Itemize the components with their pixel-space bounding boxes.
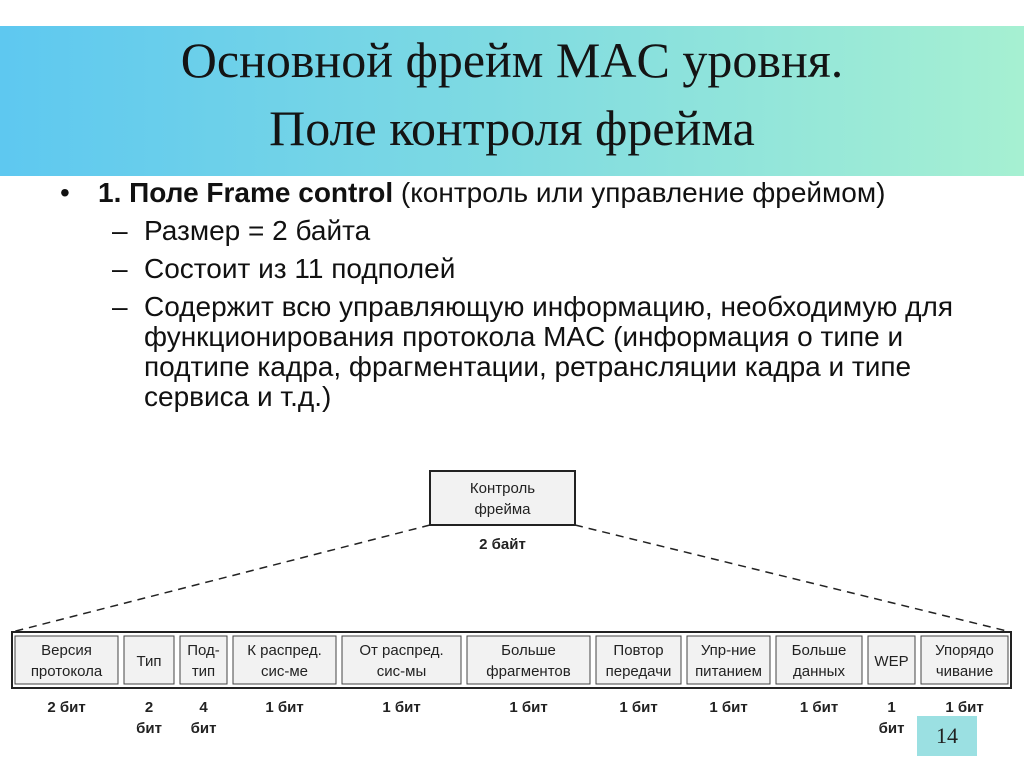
field-name: Повтор — [613, 642, 664, 659]
frame-control-box-label: фрейма — [474, 501, 531, 518]
bullet-text: (контроль или управление фреймом) — [393, 177, 886, 208]
field-name: Больше — [501, 642, 556, 659]
field-name: Версия — [41, 642, 92, 659]
field-bits: бит — [190, 720, 217, 737]
bullet-bold-text: 1. Поле Frame control — [98, 177, 394, 208]
field-bits: 1 бит — [945, 699, 984, 716]
dash-marker: – — [112, 291, 128, 322]
field-bits: 1 — [887, 699, 896, 716]
field-name: От распред. — [359, 642, 444, 659]
field-bits: бит — [136, 720, 162, 737]
sub-item-text: Состоит из 11 подполей — [144, 253, 456, 284]
field-bits: 2 бит — [47, 699, 86, 716]
field-name: фрагментов — [486, 663, 571, 680]
field-bits: 1 бит — [619, 699, 658, 716]
field-bits: 1 бит — [509, 699, 548, 716]
field-bits: 1 бит — [382, 699, 421, 716]
field-name: протокола — [30, 663, 103, 680]
dash-marker: – — [112, 253, 128, 284]
field-name: Тип — [136, 653, 162, 670]
expansion-line-right — [575, 525, 1011, 632]
field-name: данных — [793, 663, 845, 680]
sub-item-text: Размер = 2 байта — [144, 215, 371, 246]
expansion-line-left — [12, 525, 430, 632]
field-name: Больше — [791, 642, 847, 659]
title-line-1: Основной фрейм MAC уровня. — [180, 32, 844, 88]
field-name: сис-мы — [376, 663, 427, 680]
field-name: тип — [191, 663, 216, 680]
field-name: чивание — [935, 663, 994, 680]
field-bits: 1 бит — [265, 699, 304, 716]
field-bits: 1 бит — [709, 699, 748, 716]
frame-control-box-label: Контроль — [469, 480, 536, 497]
field-bits: 2 — [144, 699, 154, 716]
field-bits: 4 — [199, 699, 208, 716]
sub-item-text: Содержит всю управляющую информацию, необходимую для функционирования протокола MAC (информация о типе и подтипе кадра, фрагментации, ретрансляции кадра и типе сервиса и т.д.) — [144, 291, 954, 412]
field-name: Упорядо — [935, 642, 994, 659]
field-name: передачи — [605, 663, 672, 680]
field-name: питанием — [695, 663, 762, 680]
dash-marker: – — [112, 215, 128, 246]
field-name: WEP — [874, 653, 909, 670]
field-name: К распред. — [247, 642, 322, 659]
title-line-2: Поле контроля фрейма — [269, 100, 755, 156]
frame-control-size-label: 2 байт — [479, 536, 526, 553]
field-name: Под- — [187, 642, 220, 659]
bullet-marker: • — [60, 177, 70, 208]
field-name: Упр-ние — [700, 642, 757, 659]
field-bits: 1 бит — [799, 699, 839, 716]
field-name: сис-ме — [260, 663, 309, 680]
field-bits: бит — [878, 720, 905, 737]
page-number: 14 — [917, 716, 977, 756]
